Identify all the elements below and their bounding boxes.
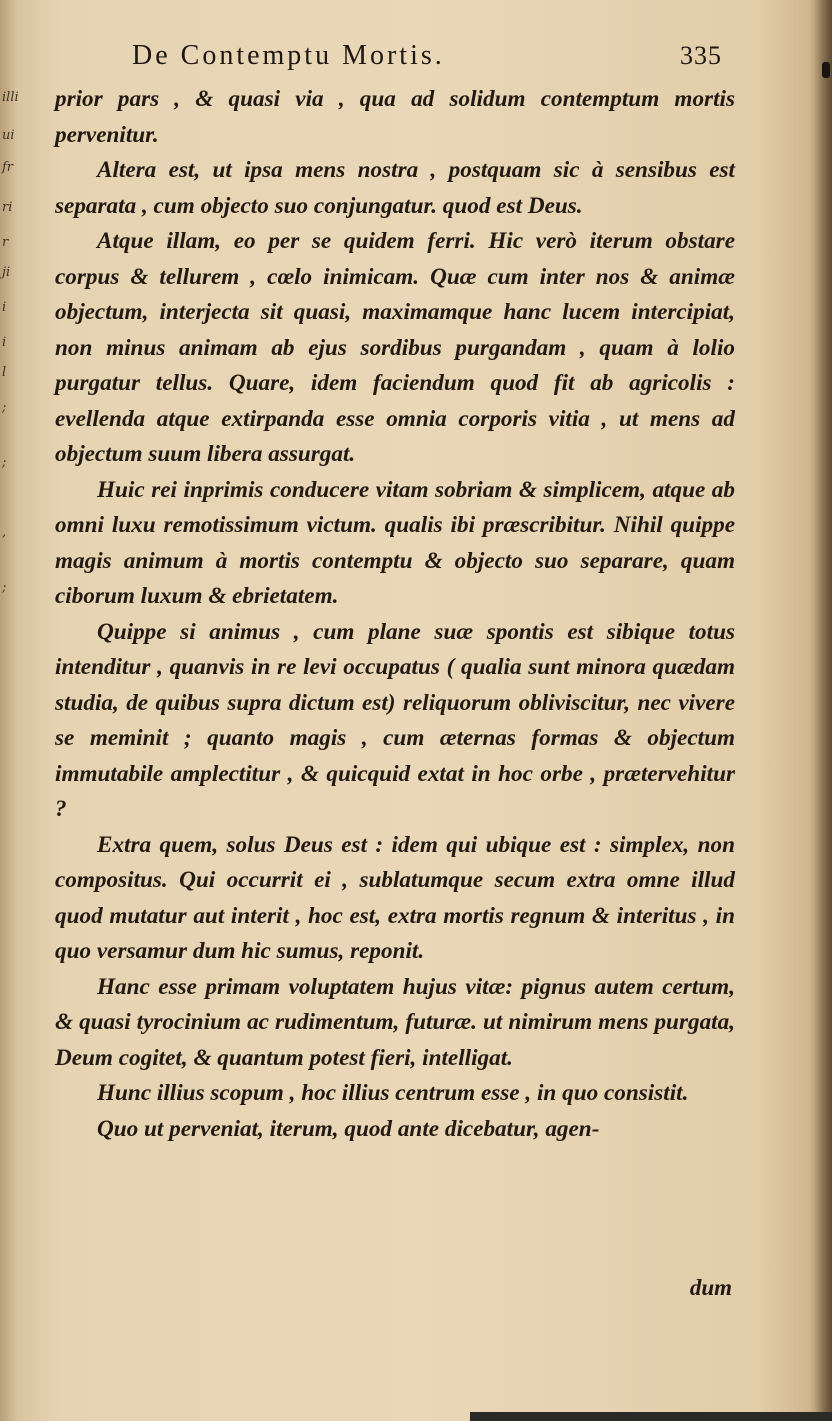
- running-header: [132, 40, 722, 72]
- gutter-mark: ri: [2, 200, 13, 215]
- paragraph: prior pars , & quasi via , qua ad solidum contemptum mortis pervenitur.: [55, 86, 735, 148]
- gutter-mark: i: [2, 335, 7, 350]
- body-text: [55, 82, 735, 1147]
- page-binding-shadow: [810, 0, 832, 1421]
- gutter-mark: ui: [2, 128, 15, 143]
- gutter-mark: ;: [2, 580, 7, 595]
- paragraph: Extra quem, solus Deus est : idem qui ubique est : simplex, non compositus. Qui occurrit ei , sublatumque secum extra omne illud quod mutatur aut interit , hoc est, extra mortis regnum & interitus , in quo versamur dum hic sumus, reponit.: [55, 831, 735, 964]
- gutter-mark: r: [2, 235, 9, 250]
- catchword: dum: [689, 1275, 732, 1300]
- gutter-mark: ;: [2, 455, 7, 470]
- paragraph: Altera est, ut ipsa mens nostra , postquam sic à sensibus est separata , cum objecto suo conjungatur. quod est Deus.: [55, 157, 735, 219]
- gutter-mark: ji: [2, 265, 11, 280]
- paragraph: Hunc illius scopum , hoc illius centrum esse , in quo consistit.: [97, 1080, 689, 1106]
- page-bottom-edge: [470, 1412, 832, 1421]
- paragraph: Quippe si animus , cum plane suæ spontis est sibique totus intenditur , quanvis in re levi occupatus ( qualia sunt minora quædam studia, de quibus supra dictum est) reliquorum obliviscitur, nec vivere se meminit ; quanto magis , cum æternas formas & objectum immutabile amplectitur , & quicquid extat in hoc orbe , prætervehitur ?: [55, 618, 735, 822]
- gutter-mark: l: [2, 365, 7, 380]
- gutter-mark: i: [2, 300, 7, 315]
- paragraph: Huic rei inprimis conducere vitam sobriam & simplicem, atque ab omni luxu remotissimum victum. qualis ibi præscribitur. Nihil quippe magis animum à mortis contemptu & objecto suo separare, quam ciborum luxum & ebrietatem.: [55, 476, 735, 609]
- gutter-mark: illi: [2, 90, 19, 105]
- gutter-mark: ,: [2, 525, 7, 540]
- binding-mark: [822, 62, 830, 78]
- previous-page-edge: [0, 60, 18, 960]
- page-title: De Contemptu Mortis.: [132, 40, 445, 71]
- gutter-mark: ;: [2, 400, 7, 415]
- paragraph: Atque illam, eo per se quidem ferri. Hic verò iterum obstare corpus & tellurem , cœlo inimicam. Quæ cum inter nos & animæ objectum, interjecta sit quasi, maximamque hanc lucem intercipiat, non minus animam ab ejus sordibus purgandam , quam à lolio purgatur tellus. Quare, idem faciendum quod fit ab agricolis : evellenda atque extirpanda esse omnia corporis vitia , ut mens ad objectum suum libera assurgat.: [55, 228, 735, 467]
- gutter-mark: fr: [2, 160, 14, 175]
- paragraph: Quo ut perveniat, iterum, quod ante dicebatur, agen-: [97, 1115, 600, 1142]
- page-number: 335: [680, 41, 722, 70]
- paragraph: Hanc esse primam voluptatem hujus vitæ: pignus autem certum, & quasi tyrocinium ac rudimentum, futuræ. ut nimirum mens purgata, Deum cogitet, & quantum potest fieri, intelligat.: [55, 973, 735, 1071]
